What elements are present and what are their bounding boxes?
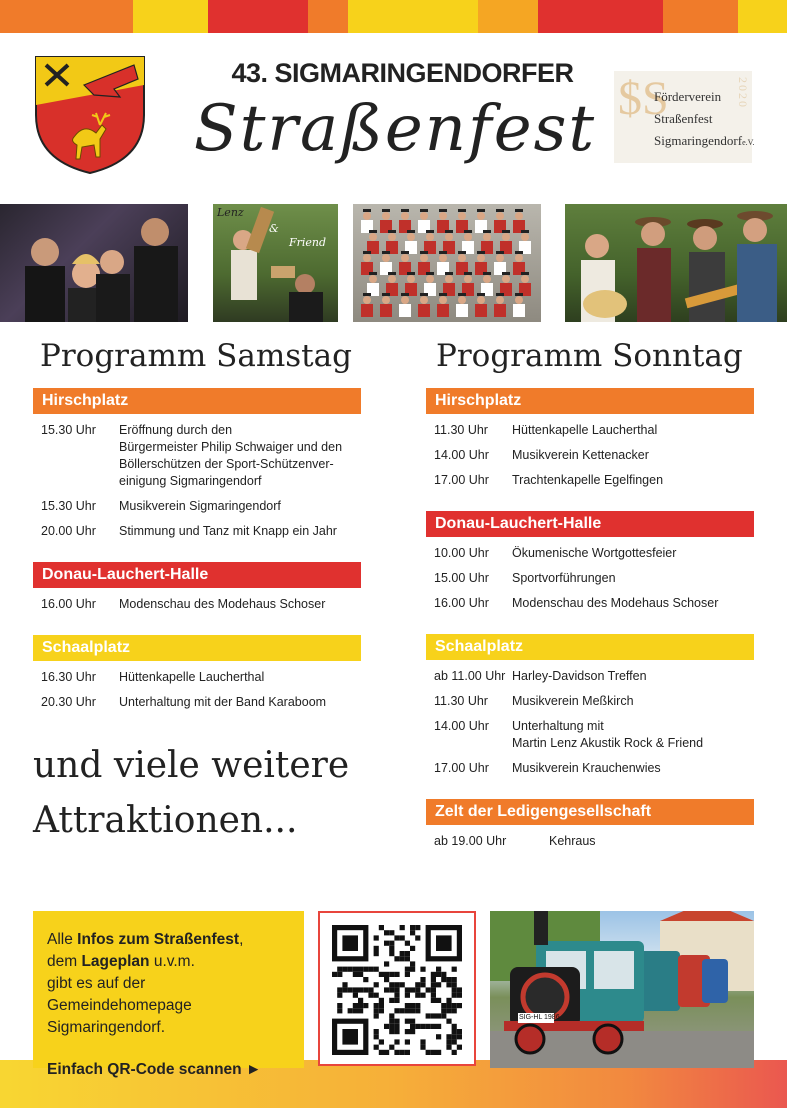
program-desc: Musikverein Meßkirch	[512, 694, 634, 708]
program-row	[434, 422, 754, 439]
program-desc: Harley-Davidson Treffen	[512, 669, 647, 683]
program-desc: Eröffnung durch den Bürgermeister Philip Schwaiger und den Böllerschützen der Sport-Schützenver- einigung Sigmaringendorf	[119, 423, 343, 488]
program-time: 15.00 Uhr	[434, 571, 489, 585]
lenz-friend-photo	[213, 204, 338, 322]
program-desc: Unterhaltung mit Martin Lenz Akustik Rock & Friend	[512, 719, 704, 750]
qr-code[interactable]	[318, 911, 476, 1066]
friend-caption: Friend	[289, 236, 327, 249]
program-row	[434, 760, 754, 777]
section-header: Hirschplatz	[426, 388, 754, 414]
program-row	[41, 523, 361, 540]
program-row	[434, 545, 754, 562]
info-link-text: Infos zum Straßenfest	[77, 931, 240, 948]
section-header: Donau-Lauchert-Halle	[426, 511, 754, 537]
program-desc: Hüttenkapelle Laucherthal	[512, 423, 658, 437]
association-logo: $S 2020 Förderverein Straßenfest Sigmaringendorfe.V.	[614, 71, 752, 163]
program-desc: Modenschau des Modehaus Schoser	[512, 596, 719, 610]
program-desc: Stimmung und Tanz mit Knapp ein Jahr	[119, 524, 337, 538]
band-photo	[0, 204, 188, 322]
program-desc: Trachtenkapelle Egelfingen	[512, 473, 664, 487]
program-row	[434, 447, 754, 464]
program-time: 10.00 Uhr	[434, 546, 489, 560]
program-desc: Ökumenische Wortgottesfeier	[512, 546, 677, 560]
program-desc: Kehraus	[549, 834, 596, 848]
program-time: 17.00 Uhr	[434, 761, 489, 775]
orchestra-photo	[353, 204, 541, 322]
program-row	[434, 668, 754, 685]
program-time: 17.00 Uhr	[434, 473, 489, 487]
program-desc: Sportvorführungen	[512, 571, 616, 585]
program-time: ab 11.00 Uhr	[434, 669, 506, 683]
section-header: Schaalplatz	[33, 635, 361, 661]
program-row	[41, 422, 361, 490]
program-desc: Musikverein Sigmaringendorf	[119, 499, 281, 513]
program-time: 15.30 Uhr	[41, 423, 96, 437]
program-time: 11.30 Uhr	[434, 694, 488, 708]
program-time: 16.00 Uhr	[41, 597, 96, 611]
program-row	[434, 570, 754, 587]
association-line1: Förderverein	[654, 89, 722, 104]
program-time: 20.30 Uhr	[41, 695, 96, 709]
association-suffix: e.V.	[742, 138, 755, 147]
section-header: Donau-Lauchert-Halle	[33, 562, 361, 588]
lenz-caption: Lenz	[217, 206, 244, 219]
program-row	[434, 718, 754, 752]
program-desc: Modenschau des Modehaus Schoser	[119, 597, 326, 611]
program-row	[434, 693, 754, 710]
lageplan-text: Lageplan	[81, 953, 150, 970]
saturday-title: Programm Samstag	[40, 338, 352, 374]
program-row	[434, 833, 754, 850]
program-time: ab 19.00 Uhr	[434, 834, 507, 848]
section-header: Zelt der Ledigengesellschaft	[426, 799, 754, 825]
cowboys-photo	[565, 204, 787, 322]
program-time: 14.00 Uhr	[434, 448, 489, 462]
attractions-line2: Attraktionen...	[33, 800, 298, 841]
section-header: Hirschplatz	[33, 388, 361, 414]
train-photo	[490, 911, 754, 1068]
association-line2: Straßenfest	[654, 111, 713, 126]
train-plate: SIG-HL 1986	[519, 1014, 560, 1021]
program-time: 14.00 Uhr	[434, 719, 489, 733]
program-time: 16.30 Uhr	[41, 670, 96, 684]
program-time: 20.00 Uhr	[41, 524, 96, 538]
program-row	[434, 595, 754, 612]
program-time: 15.30 Uhr	[41, 499, 96, 513]
edition-title: 43. SIGMARINGENDORFER	[231, 58, 574, 88]
qr-cta-text: Einfach QR-Code scannen ►	[47, 1061, 262, 1078]
program-row	[41, 596, 361, 613]
program-row	[434, 472, 754, 489]
program-row	[41, 669, 361, 686]
program-desc: Musikverein Krauchenwies	[512, 761, 661, 775]
attractions-line1: und viele weitere	[33, 745, 350, 786]
main-title: Straßenfest	[193, 92, 597, 166]
sunday-title: Programm Sonntag	[436, 338, 743, 374]
info-box: Alle Infos zum Straßenfest, dem Lageplan u.v.m. gibt es auf der Gemeindehomepage Sigmaringendorf. Einfach QR-Code scannen ►	[33, 911, 304, 1068]
top-color-stripe	[0, 0, 787, 33]
coat-of-arms-logo	[34, 55, 146, 175]
program-desc: Musikverein Kettenacker	[512, 448, 649, 462]
program-time: 16.00 Uhr	[434, 596, 489, 610]
program-row	[41, 498, 361, 515]
section-header: Schaalplatz	[426, 634, 754, 660]
program-desc: Hüttenkapelle Laucherthal	[119, 670, 265, 684]
program-time: 11.30 Uhr	[434, 423, 488, 437]
program-row	[41, 694, 361, 711]
association-line3: Sigmaringendorf	[654, 133, 743, 148]
lenz-caption-amp: &	[269, 222, 279, 235]
program-desc: Unterhaltung mit der Band Karaboom	[119, 695, 327, 709]
